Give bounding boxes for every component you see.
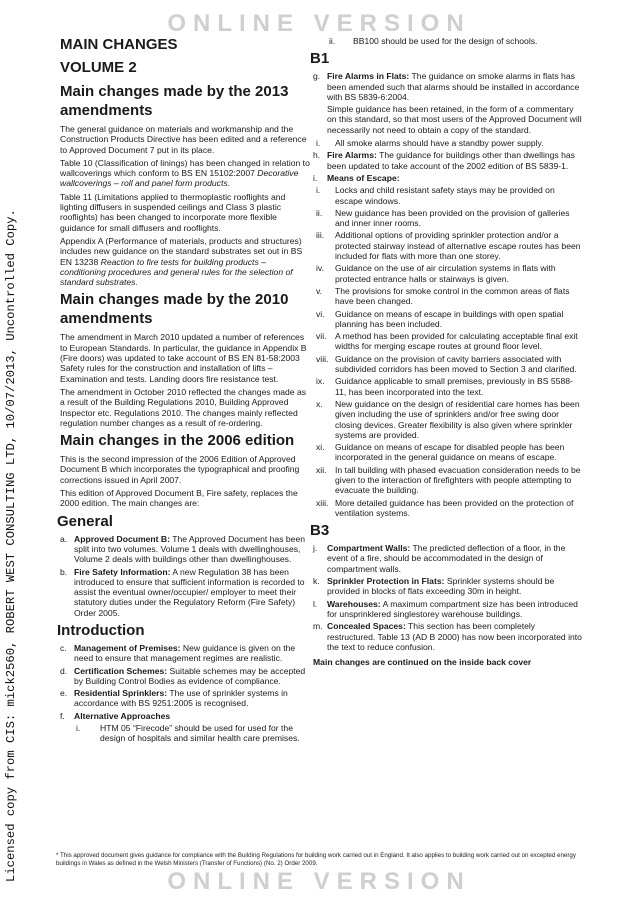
list-item: a. Approved Document B: The Approved Document has been split into two volumes. Volume 1 deals with dwellinghouses, Volume 2 deals with buildings other than dwellinghouses. xyxy=(60,533,306,565)
list-item: f. Alternative Approaches xyxy=(60,710,171,721)
escape-item: xiii. More detailed guidance has been provided on the protection of ventilation systems. xyxy=(316,497,574,518)
para-2013-table11: Table 11 (Limitations applied to thermoplastic rooflights and lighting diffusers in suspended ceilings and Class 3 plastic rooflights) has been changed to incorporate more flexible guidance for small diffusers and rooflights. xyxy=(60,191,286,233)
list-item: e. Residential Sprinklers: The use of sprinkler systems in accordance with BS 9251:2005 is recognised. xyxy=(60,688,288,709)
escape-item: iii. Additional options of providing sprinkler protection and/or a protected stairway instead of alternative escape routes has been included for flats with more than one storey. xyxy=(316,230,581,262)
list-item: g. Fire Alarms in Flats: The guidance on smoke alarms in flats has been amended such that alarms should be installed in accordance with BS 5839-6:2004. xyxy=(313,71,580,102)
sub-list-item: ii. BB100 should be used for the design of schools. xyxy=(329,36,538,46)
list-item: j. Compartment Walls: The predicted deflection of a floor, in the event of a fire, should be accommodated in the design of compartment walls. xyxy=(313,543,566,574)
list-item: b. Fire Safety Information: A new Regulation 38 has been introduced to ensure that sufficient information is recorded to assist the eventual owner/occupier/ employer to meet their statutory duties under the Regulatory Reform (Fire Safety) Order 2005. xyxy=(60,566,305,618)
escape-item: vi. Guidance on means of escape in buildings with open spatial planning has been included. xyxy=(316,308,564,329)
watermark-top: ONLINE VERSION xyxy=(167,10,471,37)
heading-2006: Main changes in the 2006 edition xyxy=(60,432,295,450)
heading-2010: Main changes made by the 2010 amendments xyxy=(60,291,289,328)
escape-item: ix. Guidance applicable to small premises, previously in BS 5588-11, has been incorporated into the text. xyxy=(316,376,573,397)
sub-list-item: i. All smoke alarms should have a standby power supply. xyxy=(316,138,544,149)
list-item: d. Certification Schemes: Suitable schemes may be accepted by Building Control Bodies as evidence of compliance. xyxy=(60,665,306,686)
continued-note: Main changes are continued on the inside back cover xyxy=(313,657,532,668)
list-item: m. Concealed Spaces: This section has been completely restructured. Table 13 (AD B 2000) has now been incorporated into the text to reduce confusion. xyxy=(313,621,582,652)
para-2013-appendix-a: Appendix A (Performance of materials, products and structures) includes new guidance on the standard substrates set out in BS EN 13238 Reaction to fire tests for building products – conditioning procedures and general rules for the selection of standard substrates. xyxy=(60,235,303,288)
heading-b1: B1 xyxy=(310,50,330,68)
list-item: h. Fire Alarms: The guidance for buildings other than dwellings has been updated to take account of the 2002 edition of BS 5839-1. xyxy=(313,150,575,171)
heading-introduction: Introduction xyxy=(57,621,145,639)
left-column xyxy=(57,36,313,746)
heading-2013: Main changes made by the 2013 amendments xyxy=(60,83,289,119)
list-item: l. Warehouses: A maximum compartment size has been introduced for unsprinklered singlestorey warehouse buildings. xyxy=(313,598,578,619)
para-2013-materials: The general guidance on materials and workmanship and the Construction Products Directive has been edited and a reference to Approved Document 7 put in its place. xyxy=(60,124,307,155)
smoke-alarm-commentary: Simple guidance has been retained, in the form of a commentary on this standard, so that most users of the Approved Document will necessarily not need to obtain a copy of the standard. xyxy=(327,104,582,135)
heading-b3: B3 xyxy=(310,522,330,540)
escape-item: xi. Guidance on means of escape for disabled people has been incorporated in the general guidance on means of escape. xyxy=(316,442,565,463)
escape-item: i. Locks and child resistant safety stays may be provided on escape windows. xyxy=(316,185,555,206)
list-item: i. Means of Escape: xyxy=(313,172,400,183)
para-2006-impression: This is the second impression of the 2006 Edition of Approved Document B which incorporates the typographical and proofing corrections issued in April 2007. xyxy=(60,454,300,485)
heading-general: General xyxy=(57,512,113,530)
list-item: c. Management of Premises: New guidance is given on the need to ensure that management regimes are realistic. xyxy=(60,642,296,664)
right-column xyxy=(310,36,583,670)
escape-item: x. New guidance on the design of residential care homes has been given including the use of sprinklers and/or free swing door closing devices. Greater flexibility is also given where sprinkler systems are provided. xyxy=(316,398,580,440)
volume-heading: VOLUME 2 xyxy=(60,59,137,76)
escape-item: v. The provisions for smoke control in the common areas of flats have been changed. xyxy=(316,285,570,307)
para-2010-march: The amendment in March 2010 updated a number of references to European Standards. In particular, the guidance in Appendix B (Fire doors) was updated to take account of BS EN 81-58:2003 Safety rules for the construction and installation of lifts – Examination and tests. Landing doors fire resistance test. xyxy=(60,332,307,384)
para-2013-table10: Table 10 (Classification of linings) has been changed in relation to wallcoverings which conform to BS EN 15102:2007 Decorative wallcoverings – roll and panel form products. xyxy=(60,157,310,189)
escape-item: iv. Guidance on the use of air circulation systems in flats with protected entrance halls or stairways is given. xyxy=(316,263,556,284)
para-2006-edition: This edition of Approved Document B, Fire safety, replaces the 2000 edition. The main changes are: xyxy=(60,488,298,509)
footnote: * This approved document gives guidance for compliance with the Building Regulations for building work carried out in England. It also applies to building work carried out on excepted energy buildings in Wales as defined in the Welsh Ministers (Transfer of Functions) (No. 2) Order 2009. xyxy=(56,852,576,867)
watermark-bottom: ONLINE VERSION xyxy=(167,868,471,895)
main-changes-heading: MAIN CHANGES xyxy=(60,36,178,53)
sub-list-item: i. HTM 05 “Firecode” should be used for used for the design of hospitals and similar health care premises. xyxy=(76,723,300,744)
escape-item: xii. In tall building with phased evacuation consideration needs to be given to the interaction of firefighters with people attempting to evacuate the building. xyxy=(316,464,581,496)
escape-item: vii. A method has been provided for calculating acceptable final exit widths for merging escape routes at ground floor level. xyxy=(316,331,578,352)
para-2010-october: The amendment in October 2010 reflected the changes made as a result of the Building Regulations 2010, Building Approved Inspector etc. Regulations 2010. The changes mainly reflected regulation number changes as a result of re-ordering. xyxy=(60,386,307,428)
list-item: k. Sprinkler Protection in Flats: Sprinkler systems should be provided in blocks of flats exceeding 30m in height. xyxy=(313,576,555,597)
license-stamp: Licensed copy from CIS: mick2560, ROBERT WEST CONSULTING LTD, 10/07/2013, Uncontrolled Copy. xyxy=(4,209,18,882)
escape-item: ii. New guidance has been provided on the provision of galleries and inner inner rooms. xyxy=(316,207,570,229)
escape-item: viii. Guidance on the provision of cavity barriers associated with subdivided corridors has been moved to Section 3 and clarified. xyxy=(316,353,577,375)
